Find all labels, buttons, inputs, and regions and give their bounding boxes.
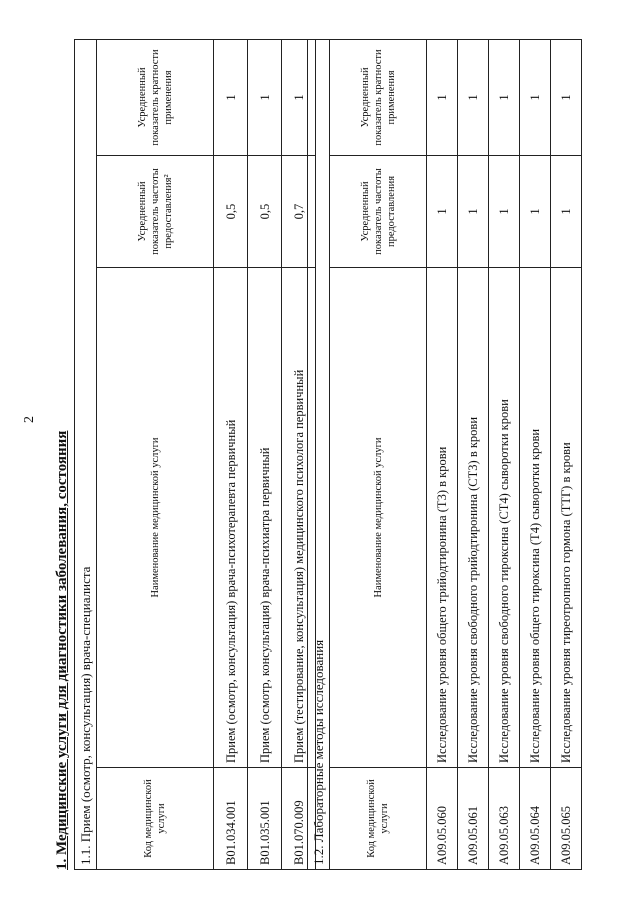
service-name: Исследование уровня общего тироксина (Т4) сыворотки крови — [520, 268, 551, 768]
multiplicity-value: 1 — [214, 39, 248, 155]
document-content — [52, 40, 592, 870]
service-name: Исследование уровня свободного трийодтиронина (СТ3) в крови — [458, 268, 489, 768]
service-name: Прием (тестирование, консультация) медицинского психолога первичный — [282, 268, 316, 768]
service-name: Прием (осмотр, консультация) врача-психиатра первичный — [248, 268, 282, 768]
section-title: 1. Медицинские услуги для диагностики заболевания, состояния — [54, 430, 70, 870]
table-caption: 1.2. Лабораторные методы исследования — [308, 39, 330, 869]
service-name: Исследование уровня общего трийодтиронина (Т3) в крови — [427, 268, 458, 768]
frequency-value: 0,5 — [248, 156, 282, 268]
column-header-multiplicity: Усредненный показатель кратности применения — [97, 39, 214, 155]
multiplicity-value: 1 — [551, 39, 582, 155]
service-name: Прием (осмотр, консультация) врача-психотерапевта первичный — [214, 268, 248, 768]
table-row — [458, 39, 489, 869]
table-row — [489, 39, 520, 869]
service-code: A09.05.060 — [427, 768, 458, 870]
multiplicity-value: 1 — [458, 39, 489, 155]
column-header-name: Наименование медицинской услуги — [330, 268, 427, 768]
service-code: A09.05.061 — [458, 768, 489, 870]
service-code: B01.035.001 — [248, 768, 282, 870]
service-name: Исследование уровня тиреотропного гормона (ТТГ) в крови — [551, 268, 582, 768]
frequency-value: 1 — [458, 156, 489, 268]
service-name: Исследование уровня свободного тироксина (СТ4) сыворотки крови — [489, 268, 520, 768]
lab-tests-table — [307, 39, 582, 870]
frequency-value: 1 — [427, 156, 458, 268]
frequency-value: 0,7 — [282, 156, 316, 268]
frequency-value: 1 — [489, 156, 520, 268]
multiplicity-value: 1 — [427, 39, 458, 155]
service-code: A09.05.065 — [551, 768, 582, 870]
multiplicity-value: 1 — [248, 39, 282, 155]
table-row — [248, 39, 282, 869]
column-header-frequency: Усредненный показатель частоты предоставления — [330, 156, 427, 268]
service-code: A09.05.063 — [489, 768, 520, 870]
multiplicity-value: 1 — [282, 39, 316, 155]
column-header-code: Код медицинской услуги — [97, 768, 214, 870]
service-code: B01.034.001 — [214, 768, 248, 870]
frequency-value: 1 — [520, 156, 551, 268]
multiplicity-value: 1 — [520, 39, 551, 155]
column-header-multiplicity: Усредненный показатель кратности применения — [330, 39, 427, 155]
multiplicity-value: 1 — [489, 39, 520, 155]
service-code: B01.070.009 — [282, 768, 316, 870]
table-caption: 1.1. Прием (осмотр, консультация) врача-специалиста — [75, 39, 97, 869]
table-row — [427, 39, 458, 869]
column-header-name: Наименование медицинской услуги — [97, 268, 214, 768]
column-header-frequency: Усредненный показатель частоты предоставления² — [97, 156, 214, 268]
table-row — [214, 39, 248, 869]
column-header-code: Код медицинской услуги — [330, 768, 427, 870]
frequency-value: 0,5 — [214, 156, 248, 268]
specialist-visits-table — [74, 39, 316, 870]
table-row — [551, 39, 582, 869]
page-number: 2 — [22, 416, 37, 423]
table-row — [520, 39, 551, 869]
frequency-value: 1 — [551, 156, 582, 268]
service-code: A09.05.064 — [520, 768, 551, 870]
